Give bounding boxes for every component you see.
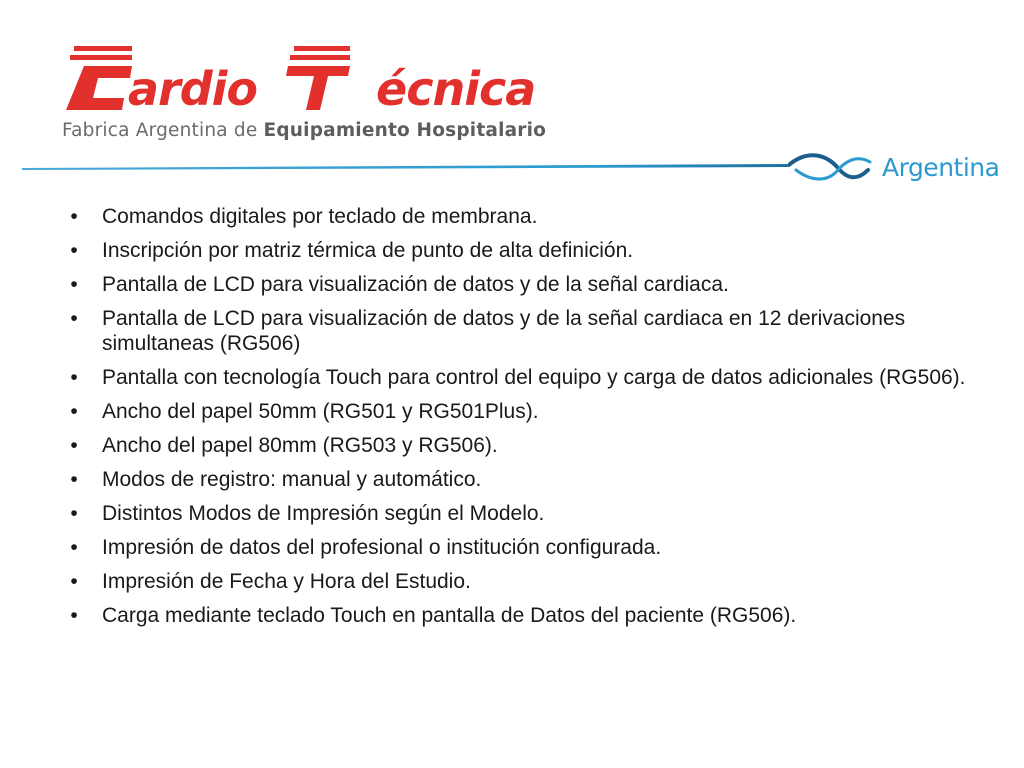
list-item-text: Pantalla con tecnología Touch para control del equipo y carga de datos adicionales (RG506).	[102, 366, 966, 389]
list-item	[64, 306, 984, 356]
bullet-dot-icon: •	[70, 604, 78, 627]
feature-list	[64, 204, 984, 637]
list-item-text: Modos de registro: manual y automático.	[102, 468, 482, 491]
bullet-dot-icon: •	[70, 468, 78, 491]
bullet-dot-icon: •	[70, 366, 78, 389]
list-item	[64, 603, 984, 628]
list-item	[64, 238, 984, 263]
list-item-text: Impresión de Fecha y Hora del Estudio.	[102, 570, 471, 593]
list-item	[64, 501, 984, 526]
list-item-text: Carga mediante teclado Touch en pantalla de Datos del paciente (RG506).	[102, 604, 797, 627]
logo-word-tecnica: écnica	[376, 62, 536, 116]
list-item-text: Inscripción por matriz térmica de punto de alta definición.	[102, 239, 634, 262]
bullet-dot-icon: •	[70, 570, 78, 593]
list-item-text: Pantalla de LCD para visualización de datos y de la señal cardiaca.	[102, 273, 729, 296]
list-item-text: Pantalla de LCD para visualización de datos y de la señal cardiaca en 12 derivaciones simultaneas (RG506)	[102, 307, 906, 355]
list-item	[64, 535, 984, 560]
bullet-dot-icon: •	[70, 536, 78, 559]
list-item	[64, 204, 984, 229]
header-divider-band	[0, 140, 1024, 200]
list-item	[64, 467, 984, 492]
bullet-dot-icon: •	[70, 400, 78, 423]
list-item	[64, 399, 984, 424]
list-item	[64, 569, 984, 594]
list-item	[64, 433, 984, 458]
list-item	[64, 365, 984, 390]
list-item-text: Ancho del papel 80mm (RG503 y RG506).	[102, 434, 498, 457]
list-item	[64, 272, 984, 297]
bullet-dot-icon: •	[70, 434, 78, 457]
logo-subtitle-regular: Fabrica Argentina de	[62, 120, 264, 141]
logo-word-cardio: ardio	[128, 62, 258, 116]
logo-subtitle	[62, 120, 546, 141]
bullet-dot-icon: •	[70, 273, 78, 296]
list-item-text: Ancho del papel 50mm (RG501 y RG501Plus).	[102, 400, 539, 423]
country-label: Argentina	[882, 153, 1000, 182]
bullet-dot-icon: •	[70, 502, 78, 525]
bullet-dot-icon: •	[70, 205, 78, 228]
bullet-dot-icon: •	[70, 307, 78, 330]
company-logo	[60, 40, 580, 150]
list-item-text: Impresión de datos del profesional o institución configurada.	[102, 536, 662, 559]
list-item-text: Comandos digitales por teclado de membrana.	[102, 205, 538, 228]
bullet-dot-icon: •	[70, 239, 78, 262]
list-item-text: Distintos Modos de Impresión según el Modelo.	[102, 502, 545, 525]
logo-subtitle-bold: Equipamiento Hospitalario	[263, 120, 547, 141]
divider-line	[22, 164, 790, 170]
